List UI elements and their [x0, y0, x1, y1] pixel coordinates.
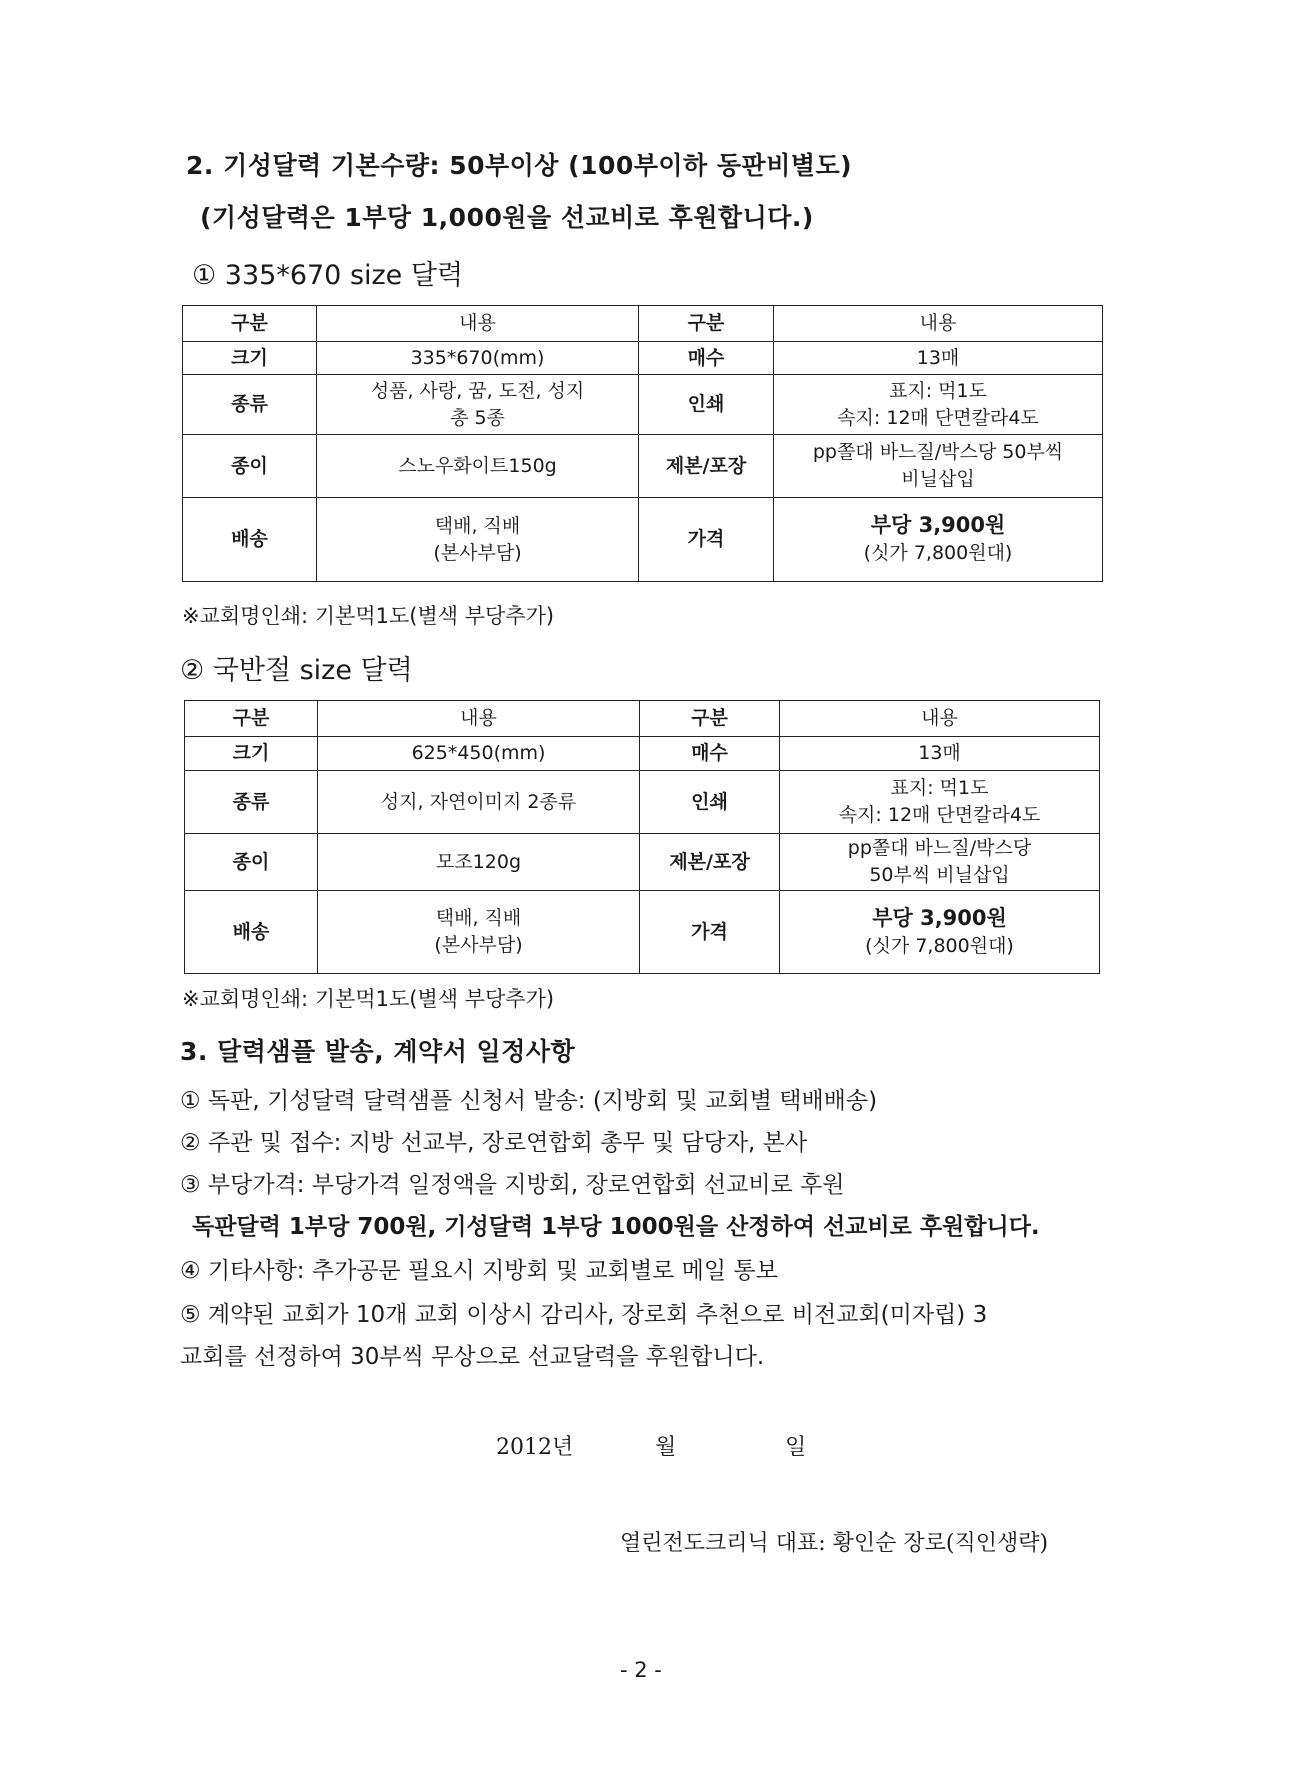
- row-value: [780, 834, 1100, 891]
- table-row: [183, 435, 1103, 498]
- table-row: [185, 834, 1100, 891]
- value-line: 50부씩 비닐삽입: [869, 864, 1010, 886]
- date-year: 2012년: [496, 1435, 574, 1460]
- table1-note: ※교회명인쇄: 기본먹1도(별색 부당추가): [182, 604, 555, 628]
- value-line: pp쫄대 바느질/박스당 50부씩: [812, 441, 1064, 463]
- section3-item: ④ 기타사항: 추가공문 필요시 지방회 및 교회별로 메일 통보: [180, 1258, 778, 1284]
- section3-item: ⑤ 계약된 교회가 10개 교회 이상시 감리사, 장로회 추천으로 비전교회(미자립) 3: [180, 1302, 988, 1328]
- price-note: (싯가 7,800원대): [865, 934, 1014, 957]
- row-key: 종이: [185, 834, 318, 891]
- header-cell: 구분: [640, 701, 780, 737]
- row-key: 인쇄: [640, 771, 780, 834]
- table-row: [183, 375, 1103, 435]
- value-line: pp쫄대 바느질/박스당: [847, 837, 1032, 859]
- spec-table-gukbanjeol: [184, 700, 1100, 974]
- table-row: [185, 737, 1100, 771]
- row-key: 종류: [183, 375, 317, 435]
- value-line: 택배, 직배: [434, 514, 521, 537]
- section3-item: ② 주관 및 접수: 지방 선교부, 장로연합회 총무 및 담당자, 본사: [180, 1130, 808, 1156]
- price-note: (싯가 7,800원대): [863, 542, 1013, 564]
- header-cell: 내용: [317, 306, 639, 342]
- row-key: 종이: [183, 435, 317, 498]
- row-key: 크기: [183, 342, 317, 375]
- value-line: (본사부담): [434, 934, 523, 956]
- value-line: 속지: 12매 단면칼라4도: [838, 804, 1041, 826]
- spec-table-335x670: [182, 305, 1103, 582]
- value-line: 속지: 12매 단면칼라4도: [837, 406, 1039, 429]
- row-value: [774, 375, 1103, 435]
- row-value: [318, 891, 640, 974]
- row-key: 종류: [185, 771, 318, 834]
- price-value: 부당 3,900원: [870, 513, 1006, 537]
- row-value: 335*670(mm): [317, 342, 639, 375]
- date-day: 일: [785, 1435, 807, 1460]
- row-value: 성지, 자연이미지 2종류: [318, 771, 640, 834]
- row-key: 매수: [639, 342, 774, 375]
- value-line: 총 5종: [450, 406, 505, 429]
- section3-heading: 3. 달력샘플 발송, 계약서 일정사항: [180, 1037, 576, 1066]
- section2-subheading: (기성달력은 1부당 1,000원을 선교비로 후원합니다.): [200, 203, 814, 232]
- signature: 열린전도크리닉 대표: 황인순 장로(직인생략): [620, 1531, 1049, 1556]
- value-line: 택배, 직배: [435, 907, 522, 929]
- row-value: [774, 435, 1103, 498]
- value-line: (본사부담): [433, 541, 522, 564]
- section3-item-continued: 교회를 선정하여 30부씩 무상으로 선교달력을 후원합니다.: [180, 1344, 765, 1370]
- row-key: 제본/포장: [640, 834, 780, 891]
- section2-heading: 2. 기성달력 기본수량: 50부이상 (100부이하 동판비별도): [186, 151, 853, 180]
- table-row: [183, 342, 1103, 375]
- value-line: 표지: 먹1도: [889, 379, 987, 402]
- page-number: - 2 -: [620, 1658, 662, 1682]
- row-key: 배송: [183, 498, 317, 582]
- price-cell: [774, 498, 1103, 582]
- row-key: 제본/포장: [639, 435, 774, 498]
- row-value: 625*450(mm): [318, 737, 640, 771]
- row-key: 인쇄: [639, 375, 774, 435]
- header-cell: 내용: [774, 306, 1103, 342]
- table2-title: ② 국반절 size 달력: [180, 655, 413, 686]
- date-month: 월: [655, 1435, 677, 1460]
- value-line: 비닐삽입: [901, 468, 975, 490]
- price-cell: [780, 891, 1100, 974]
- table2-note: ※교회명인쇄: 기본먹1도(별색 부당추가): [182, 987, 555, 1011]
- row-key: 가격: [639, 498, 774, 582]
- row-key: 배송: [185, 891, 318, 974]
- row-value: 13매: [774, 342, 1103, 375]
- header-cell: 내용: [318, 701, 640, 737]
- section3-item: ③ 부당가격: 부당가격 일정액을 지방회, 장로연합회 선교비로 후원: [180, 1172, 845, 1198]
- table-header-row: [185, 701, 1100, 737]
- header-cell: 구분: [185, 701, 318, 737]
- row-value: [317, 498, 639, 582]
- row-value: 모조120g: [318, 834, 640, 891]
- row-value: 스노우화이트150g: [317, 435, 639, 498]
- row-value: [317, 375, 639, 435]
- table-header-row: [183, 306, 1103, 342]
- header-cell: 내용: [780, 701, 1100, 737]
- header-cell: 구분: [183, 306, 317, 342]
- section3-bold-line: 독판달력 1부당 700원, 기성달력 1부당 1000원을 산정하여 선교비로 후원합니다.: [192, 1214, 1040, 1240]
- row-key: 가격: [640, 891, 780, 974]
- value-line: 성품, 사랑, 꿈, 도전, 성지: [370, 379, 585, 402]
- table1-title: ① 335*670 size 달력: [192, 260, 464, 291]
- row-value: 13매: [780, 737, 1100, 771]
- table-row: [185, 771, 1100, 834]
- value-line: 표지: 먹1도: [890, 777, 989, 799]
- table-row: [183, 498, 1103, 582]
- row-key: 매수: [640, 737, 780, 771]
- table-row: [185, 891, 1100, 974]
- header-cell: 구분: [639, 306, 774, 342]
- row-key: 크기: [185, 737, 318, 771]
- row-value: [780, 771, 1100, 834]
- section3-item: ① 독판, 기성달력 달력샘플 신청서 발송: (지방회 및 교회별 택배배송): [180, 1088, 878, 1114]
- price-value: 부당 3,900원: [872, 905, 1007, 930]
